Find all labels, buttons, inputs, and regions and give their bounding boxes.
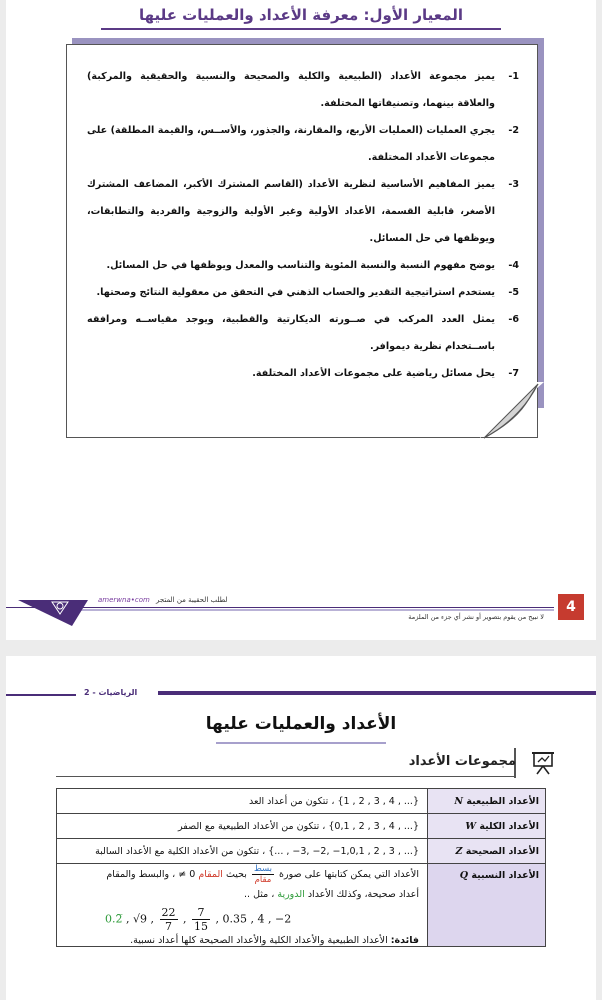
- table-row: [57, 789, 546, 814]
- objective-item: 3- يميز المفاهيم الأساسية لنظرية الأعداد (القاسم المشترك الأكبر، المضاعف المشترك الأصغر، قابلية القسمة، الأعداد الأولية وغير الأولية والزوجية والفردية والتطابقات، ويوظفها في حل المسائل.: [87, 179, 519, 244]
- store-note: لطلب الحقيبة من المتجر: [156, 596, 228, 604]
- brand-logo-icon: [18, 594, 88, 626]
- page-footer: [6, 592, 596, 632]
- copyright-note: لا نبيح من يقوم بتصوير أو نشر أي جزء من الملزمة: [408, 613, 544, 621]
- footer-line: [66, 609, 554, 611]
- set-desc-cell: [57, 864, 428, 947]
- table-row: [57, 864, 546, 947]
- site-url[interactable]: amerwna•com: [98, 596, 150, 604]
- title-underline: [101, 28, 501, 30]
- footer-line: [6, 607, 554, 608]
- chapter-underline: [216, 742, 386, 744]
- chapter-title: الأعداد والعمليات عليها: [205, 714, 397, 734]
- presentation-board-icon: [532, 751, 554, 775]
- subject-label: الرياضيات - 2: [84, 688, 138, 697]
- objective-item: 7- يحل مسائل رياضية على مجموعات الأعداد المختلفة.: [252, 368, 519, 379]
- page-5: [6, 656, 596, 1000]
- set-name-cell: الأعداد الطبيعية N: [428, 789, 546, 814]
- objective-item: 1- يميز مجموعة الأعداد (الطبيعية والكلية والصحيحة والنسبية والحقيقية والمركبة) والعلاقة بينهما، وتصنيفاتها المختلفة.: [87, 71, 519, 109]
- section-underline: [56, 776, 516, 777]
- number-sets-table: [56, 788, 546, 947]
- set-desc-cell: {... , −3, −2, −1,0,1 , 2 , 3 , ...} ، تتكون من الأعداد الكلية مع الأعداد السالبة: [57, 839, 428, 864]
- rational-note: فائدة: الأعداد الطبيعية والأعداد الكلية والأعداد الصحيحة كلها أعداد نسبية.: [130, 935, 419, 946]
- page-number: 4: [558, 594, 584, 620]
- objective-item: 5- يستخدم استراتيجية التقدير والحساب الذهني في التحقق من معقولية النتائج وصحتها.: [96, 287, 519, 298]
- set-name-cell: الأعداد الكلية W: [428, 814, 546, 839]
- objectives-box: [66, 44, 538, 438]
- set-desc-cell: {0,1 , 2 , 3 , 4 , ...} ، تتكون من الأعداد الطبيعية مع الصفر: [57, 814, 428, 839]
- rational-definition-cont: أعداد صحيحة، وكذلك الأعداد الدورية ، مثل ..: [244, 889, 419, 900]
- objective-item: 6- يمثل العدد المركب في صــورته الديكارتية والقطبية، ويوجد مقياســه ومرافقه باســتخدام نظرية ديموافر.: [87, 314, 519, 352]
- set-name-cell: الأعداد النسبية Q: [428, 864, 546, 947]
- set-desc-cell: {1 , 2 , 3 , 4 , ...} ، تتكون من أعداد العد: [57, 789, 428, 814]
- rational-examples: 0.2̅ , √9 , $\frac{22}{7}$ , $\frac{7}{15}$ , 0.35 , 4 , −2: [105, 906, 292, 933]
- objective-item: 4- يوضح مفهوم النسبة والنسبة المئوية والتناسب والمعدل ويوظفها في حل المسائل.: [106, 260, 519, 271]
- header-line: [158, 691, 596, 695]
- numerator-over-denominator: $\frac{\text{بسط}}{\text{مقام}}$: [253, 864, 272, 885]
- rational-definition: الأعداد التي يمكن كتابتها على صورة $\frac{\text{بسط}}{\text{مقام}}$ بحيث المقام ≠ 0 ، والبسط والمقام: [106, 864, 419, 885]
- page-4: [6, 0, 596, 640]
- table-row: [57, 839, 546, 864]
- table-row: [57, 814, 546, 839]
- page-curl-icon: [480, 382, 544, 440]
- set-name-cell: الأعداد الصحيحة Z: [428, 839, 546, 864]
- section-title: مجموعات الأعداد: [408, 754, 516, 769]
- standard-title: المعيار الأول: معرفة الأعداد والعمليات عليها: [138, 6, 464, 24]
- objective-item: 2- يجري العمليات (العمليات الأربع، والمقارنة، والجذور، والأســس، والقيمة المطلقة) على مجموعات الأعداد المختلفة.: [87, 125, 519, 163]
- header-line: [6, 694, 76, 696]
